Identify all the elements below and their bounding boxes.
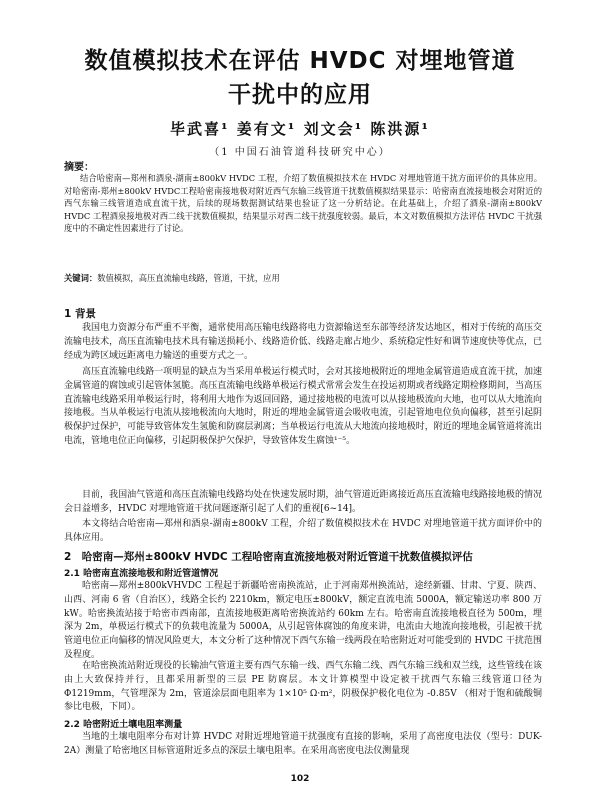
paper-title-line-2: 干扰中的应用 — [228, 82, 372, 108]
page-number: 102 — [290, 774, 310, 784]
section-2-1-paragraph-2: 在哈密换流站附近现役的长输油气管道主要有西气东输一线、西气东输二线、西气东输三线和双兰线，这些管线在该由上大致保持并行，且都采用新型的三层 PE 防腐层。本文计算模型中设定被干扰西气东输三线管道口径为 Φ1219mm，气管埋深为 2m，管道涂层面电阻率为 1×10⁵ Ω·m²，阴极保护极化电位为 -0.85V （相对于饱和硫酸铜参比电极，下同）。 — [64, 661, 542, 713]
section-1-heading: 1 背景 — [64, 308, 96, 320]
abstract-label: 摘要： — [64, 162, 94, 173]
subsection-2-1-heading: 2.1 哈密南直流接地极和附近管道情况 — [64, 569, 219, 579]
section-2-1-paragraph-1: 哈密南—郑州±800kVHVDC 工程起于新疆哈密南换流站，止于河南郑州换流站，途经新疆、甘肃、宁夏、陕西、山西、河南 6 省（自治区），线路全长约 2210km，额定电压±800kV，额定直流电流 5000A，额定输送功率 800 万 kW。哈密换流站接于哈密市西南部，直流接地极距离哈密换流站约 60km 左右。哈密南直流接地极直径为 500m，埋深为 2m，单极运行模式下的负载电流量为 5000A，从引起管体腐蚀的角度来讲，电流由大地流向接地极，引起被干扰管道电位正向偏移的情况风险更大，本文分析了这种情况下西气东输一线两段在哈密附近对可能受到的 HVDC 干扰范围及程度。 — [64, 581, 542, 660]
abstract-text: 结合哈密南—郑州和酒泉-湖南±800kV HVDC 工程，介绍了数值模拟技术在 HVDC 对埋地管道干扰方面评价的具体应用。对哈密南-郑州±800kV HVDC工程哈密南接地极对附近西气东输三线管道干扰数值模拟结果显示：哈密南直流接地极会对附近的西气东输三线管道造成直流干扰，后续的现场数据测试结果也验证了这一分析结论。在此基础上，介绍了酒泉-湖南±800kV HVDC 工程酒泉接地极对西二线干扰数值模拟，结果显示对西二线干扰强度较弱。最后，本文对数值模拟方法评估 HVDC 干扰强度中的不确定性因素进行了讨论。 — [64, 173, 542, 234]
section-1-paragraph-3: 目前，我国油气管道和高压直流输电线路均处在快速发展时期，油气管道近距离接近高压直流输电线路接地极的情况会日益增多，HVDC 对埋地管道干扰问题逐渐引起了人们的重视[6~14]。 — [64, 490, 542, 514]
section-2-2-paragraph-1: 当地的土壤电阻率分布对计算 HVDC 对附近埋地管道干扰强度有直接的影响，采用了高密度电法仪（型号：DUK-2A）测量了哈密地区目标管道附近多点的深层土壤电阻率。在采用高密度电法仪测量现 — [64, 732, 542, 756]
affiliation: （1 中国石油管道科技研究中心） — [209, 147, 391, 158]
keywords-text: 数值模拟，高压直流输电线路，管道，干扰，应用 — [97, 273, 280, 283]
section-1-paragraph-1: 我国电力资源分布严重不平衡，通常使用高压输电线路将电力资源输送至东部等经济发达地区，相对于传统的高压交流输电技术，高压直流输电技术具有输送损耗小、线路造价低、线路走廊占地少、系统稳定性好和调节速度快等优点，已经成为跨区域远距离电力输送的重要方式之一。 — [64, 323, 542, 361]
section-1-paragraph-2: 高压直流输电线路一项明显的缺点为当采用单极运行模式时，会对其接地极附近的埋地金属管道造成直流干扰，加速金属管道的腐蚀或引起管体氢脆。高压直流输电线路单极运行模式常常会发生在投运初期或者线路定期检修期间，当高压直流输电线路采用单极运行时，将利用大地作为返回回路，通过接地极的电流可以从接地极流向大地，也可以从大地流向接地极。当从单极运行电流从接地极流向大地时，附近的埋地金属管道会吸收电流，引起管地电位负向偏移，甚至引起阴极保护过保护，可能导致管体发生氢脆和防腐层剥离；当单极运行电流从大地流向接地极时，附近的埋地金属管道将流出电流，管地电位正向偏移，引起阴极保护欠保护，导致管体发生腐蚀¹⁻⁵。 — [64, 367, 542, 446]
subsection-2-2-heading: 2.2 哈密附近土壤电阻率测量 — [64, 720, 183, 730]
section-1-paragraph-4: 本文将结合哈密南—郑州和酒泉-湖南±800kV 工程，介绍了数值模拟技术在 HVDC 对埋地管道干扰方面评价中的具体应用。 — [64, 519, 542, 543]
author-list: 毕武喜¹ 姜有文¹ 刘文会¹ 陈洪源¹ — [170, 120, 430, 138]
section-2-heading: 2 哈密南—郑州±800kV HVDC 工程哈密南直流接地极对附近管道干扰数值模拟评估 — [64, 551, 473, 563]
keywords-line — [64, 272, 542, 284]
keywords-label: 关键词： — [64, 273, 98, 283]
paper-title-line-1: 数值模拟技术在评估 HVDC 对埋地管道 — [84, 48, 516, 74]
